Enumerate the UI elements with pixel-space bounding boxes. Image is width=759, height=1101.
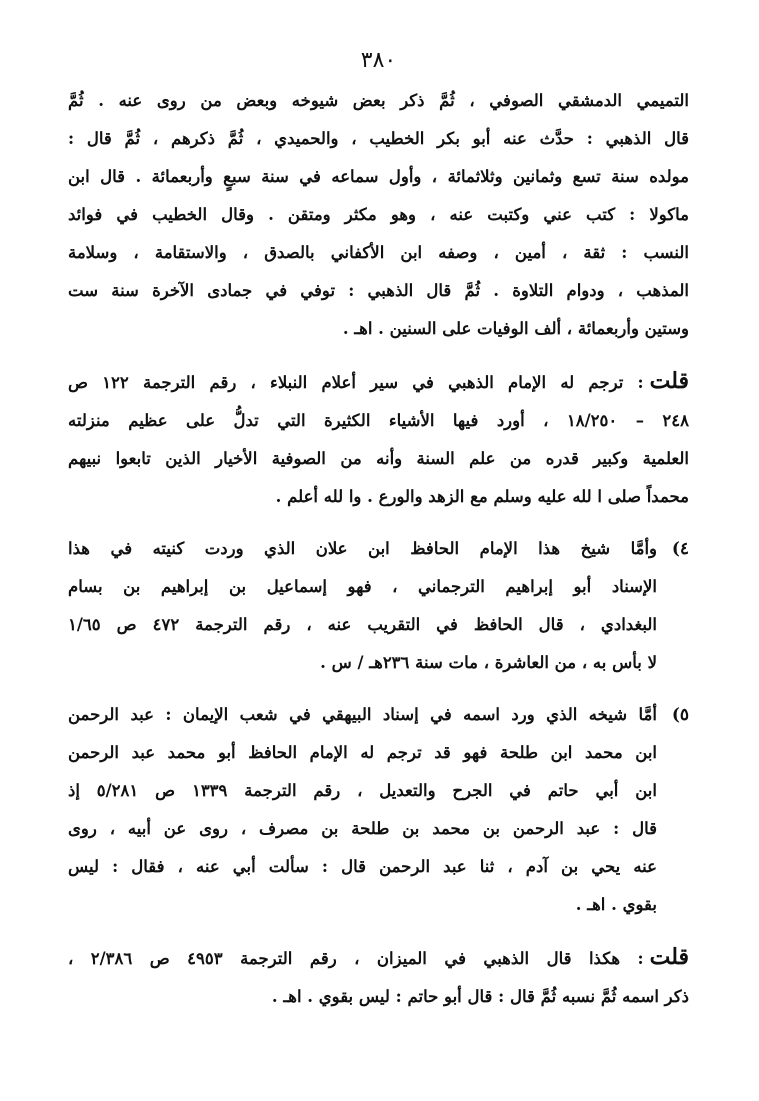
text-line: عنه يحي بن آدم ، ثنا عبد الرحمن قال : سألت أبي عنه ، فقال : ليس [68,857,657,876]
text-line: بقوي . اهـ . [575,895,657,914]
text-line: وأمَّا شيخ هذا الإمام الحافظ ابن علان الذي وردت كنيته في هذا [68,539,657,558]
text-line: العلمية وكبير قدره من علم السنة وأنه من الصوفية الأخيار الذين تابعوا نبيهم [68,449,689,468]
text-line: ماكولا : كتب عني وكتبت عنه ، وهو مكثر ومتقن . وقال الخطيب في فوائد [68,205,689,224]
text-line [68,362,689,402]
text-line: قال : عبد الرحمن بن محمد بن طلحة بن مصرف ، روى عن أبيه ، روى [68,819,657,838]
footnote-item-5 [68,696,689,924]
item-number: ٤) [671,539,689,559]
text-line [68,938,689,978]
text-line: النسب : ثقة ، أمين ، وصفه ابن الأكفاني بالصدق ، والاستقامة ، وسلامة [68,243,689,262]
footnote-item-4 [68,530,689,682]
text-line: لا بأس به ، من العاشرة ، مات سنة ٢٣٦هـ / س . [320,653,657,672]
paragraph-qult-2 [68,938,689,1016]
text-segment: : ترجم له الإمام الذهبي في سير أعلام النبلاء ، رقم الترجمة ١٢٢ ص [68,373,644,392]
paragraph-biography [68,82,689,348]
text-line: الإسناد أبو إبراهيم الترجماني ، فهو إسماعيل بن إبراهيم بن بسام [68,577,657,596]
text-line: محمداً صلى ا لله عليه وسلم مع الزهد والورع . وا لله أعلم . [275,487,689,506]
qult-label: قلت [649,944,689,970]
text-line: البغدادي ، قال الحافظ في التقريب عنه ، رقم الترجمة ٤٧٢ ص ١/٦٥ [68,615,657,634]
text-line: ابن محمد ابن طلحة فهو قد ترجم له الإمام الحافظ أبو محمد عبد الرحمن [68,743,657,762]
text-line: ذكر اسمه ثُمَّ نسبه ثُمَّ قال : قال أبو حاتم : ليس بقوي . اهـ . [271,987,689,1006]
text-line: ٢٤٨ – ١٨/٢٥٠ ، أورد فيها الأشياء الكثيرة التي تدلُّ على عظيم منزلته [68,411,689,430]
text-line: قال الذهبي : حدَّث عنه أبو بكر الخطيب ، والحميدي ، ثُمَّ ذكرهم ، ثُمَّ قال : [68,129,689,148]
paragraph-qult-1 [68,362,689,516]
text-line: التميمي الدمشقي الصوفي ، ثُمَّ ذكر بعض شيوخه وبعض من روى عنه . ثُمَّ [68,91,689,110]
text-line: ابن أبي حاتم في الجرح والتعديل ، رقم الترجمة ١٣٣٩ ص ٥/٢٨١ إذ [68,781,657,800]
item-number: ٥) [671,705,689,725]
text-line: أمَّا شيخه الذي ورد اسمه في إسناد البيهقي في شعب الإيمان : عبد الرحمن [68,705,657,724]
text-line: المذهب ، ودوام التلاوة . ثُمَّ قال الذهبي : توفي في جمادى الآخرة سنة ست [68,281,689,300]
qult-label: قلت [649,368,689,394]
text-line: وستين وأربعمائة ، ألف الوفيات على السنين . اهـ . [342,319,689,338]
text-line: مولده سنة تسع وثمانين وثلاثمائة ، وأول سماعه في سنة سبعٍ وأربعمائة . قال ابن [68,167,689,186]
text-segment: : هكذا قال الذهبي في الميزان ، رقم الترجمة ٤٩٥٣ ص ٢/٣٨٦ ، [68,949,644,968]
page-number: ٣٨٠ [360,48,397,73]
